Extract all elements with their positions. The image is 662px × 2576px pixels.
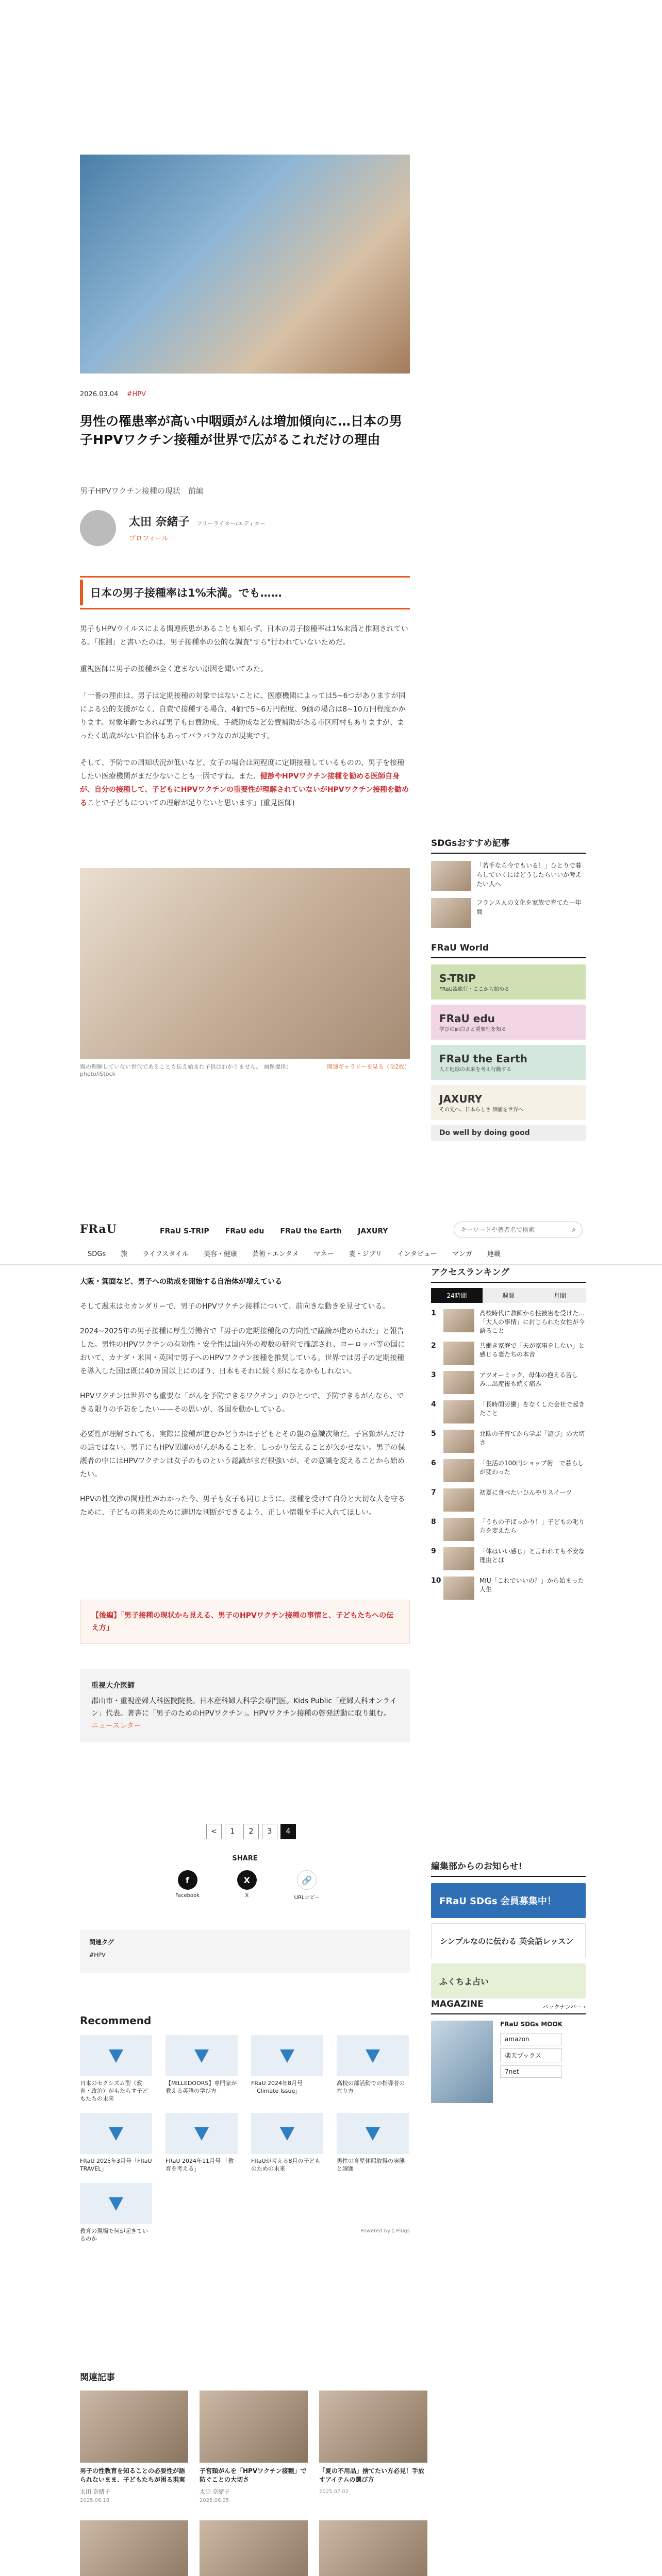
related-grid — [80, 2391, 544, 2576]
pager-page[interactable]: 2 — [243, 1824, 259, 1839]
article-date: 2026.03.04 — [80, 391, 119, 398]
ranking-title-text: 「うちの子ばっかり！」子どもの叱り方を変えたら — [479, 1518, 585, 1534]
logo-icon — [106, 2193, 126, 2214]
subnav-item[interactable]: SDGs — [88, 1250, 106, 1258]
recommend-card[interactable] — [80, 2035, 152, 2103]
world-banner-dowell[interactable] — [431, 1125, 586, 1141]
notice-banner[interactable]: FRaU SDGs 会員募集中！ — [431, 1883, 586, 1918]
logo-icon — [191, 2123, 212, 2144]
recommend-card[interactable] — [337, 2113, 409, 2173]
sidebar-article-title: 「若手なら今でもいる！」ひとりで暮らしていくにはどうしたらいいか考えたい人へ — [476, 862, 582, 888]
ranking-title-text: 初夏に食べたいひんやりスイーツ — [479, 1489, 572, 1496]
rank-number: 10 — [431, 1577, 441, 1585]
related-date: 2025.06.18 — [80, 2498, 110, 2503]
world-banner-edu[interactable] — [431, 1005, 586, 1040]
sidebar-magazine — [431, 1999, 586, 2103]
notice-title: 編集部からのお知らせ! — [431, 1859, 586, 1877]
ranking-title-text: 「体はいい感じ」と言われても不安な理由とは — [479, 1548, 585, 1564]
link-icon: 🔗 — [297, 1870, 317, 1890]
notice-banner[interactable]: ふくちよ占い — [431, 1963, 586, 1998]
magazine-title: MAGAZINE — [431, 1999, 586, 2014]
related-date: 2025.06.25 — [200, 2498, 229, 2503]
related-card[interactable] — [200, 2391, 308, 2505]
related-title-text: 男子の性教育を知ることの必要性が語られないまま、子どもたちが困る現実 — [80, 2467, 186, 2483]
article-thumbnail — [431, 861, 471, 891]
rank-number: 7 — [431, 1488, 436, 1497]
recommend-title-text: 【MILLEDOORS】専門家が教える英語の学び方 — [166, 2080, 237, 2094]
powered-by: Powered by ◊ Plugs — [360, 2228, 410, 2234]
ranking-item[interactable] — [431, 1309, 586, 1335]
ranking-thumbnail — [443, 1342, 474, 1365]
sidebar-world — [431, 943, 586, 1141]
ranking-thumbnail — [443, 1400, 474, 1423]
ranking-item[interactable] — [431, 1371, 586, 1394]
pager-page[interactable]: 3 — [262, 1824, 277, 1839]
ranking-item[interactable] — [431, 1518, 586, 1541]
logo-icon — [191, 2045, 212, 2066]
recommend-card[interactable] — [251, 2035, 323, 2103]
x-icon: X — [237, 1870, 257, 1890]
recommend-thumbnail — [251, 2035, 323, 2076]
banner-title: JAXURY — [439, 1092, 483, 1105]
nav-item[interactable]: FRaU the Earth — [280, 1227, 342, 1235]
author-name[interactable]: 太田 奈緒子 — [129, 516, 190, 529]
related-thumbnail — [319, 2391, 427, 2463]
section-heading: 日本の男子接種率は1%未満。でも…… — [80, 580, 410, 605]
recommend-thumbnail — [166, 2035, 238, 2076]
ranking-thumbnail — [443, 1430, 474, 1453]
recommend-title-text: 教育の現場で何が起きているのか — [80, 2228, 148, 2242]
backnumber-link[interactable]: バックナンバー › — [542, 2004, 586, 2010]
gallery-link[interactable]: 関連ギャラリーを見る（全2枚） — [327, 1063, 410, 1070]
ranking-item[interactable] — [431, 1459, 586, 1482]
related-thumbnail — [319, 2520, 427, 2576]
paragraph: HPVの性交渉の関連性がわかった今、男子も女子も同じように、接種を受けて自分と大切な人を守るために、子どもの将来のために適切な判断ができるよう、正しい情報を手に入れてほしい。 — [80, 1495, 405, 1517]
ranking-item[interactable] — [431, 1577, 586, 1600]
expert-bio: 郡山市・重視産婦人科医院院長。日本産科婦人科学会専門医。Kids Public「産婦人科オンライン」代表。著書に「男子のためのHPVワクチン」。HPVワクチン接種の啓発活動に取り組む。 — [91, 1697, 397, 1718]
ranking-thumbnail — [443, 1309, 474, 1332]
store-button[interactable]: amazon — [500, 2033, 562, 2045]
world-banner-earth[interactable] — [431, 1045, 586, 1080]
recommend-thumbnail — [337, 2035, 409, 2076]
pager-page[interactable]: 1 — [225, 1824, 240, 1839]
nav-item[interactable]: JAXURY — [358, 1227, 388, 1235]
related-card[interactable] — [319, 2520, 427, 2576]
paragraph: 男子もHPVウイルスによる関連疾患があることも知らず、日本の男子接種率は1%未満と推測されている。「推測」と書いたのは、男子接種率の公的な調査"すら"行われていないためだ。 — [80, 625, 408, 647]
logo-icon — [277, 2045, 297, 2066]
recommend-thumbnail — [337, 2113, 409, 2154]
sidebar-notice — [431, 1859, 586, 2011]
recommend-thumbnail — [80, 2183, 152, 2224]
related-tag[interactable]: #HPV — [89, 1952, 106, 1958]
subnav-item[interactable]: 旅 — [121, 1250, 128, 1258]
store-button[interactable]: 楽天ブックス — [500, 2048, 562, 2062]
recommend-card[interactable] — [337, 2035, 409, 2103]
sidebar-article[interactable] — [431, 861, 586, 891]
header-subnav — [88, 1248, 513, 1258]
subnav-item[interactable]: マネー — [313, 1250, 334, 1258]
rank-number: 5 — [431, 1430, 436, 1438]
sidebar-world-title: FRaU World — [431, 943, 586, 958]
banner-sub: 学びの面白さと重要性を知る — [439, 1026, 506, 1032]
ranking-title-text: 「長時間労働」をなくした会社で起きたこと — [479, 1401, 585, 1417]
paragraph-highlight: 健診やHPVワクチン接種を勧める医師自身が、自分の接種して、子どもにHPVワクチンの重要性が理解されていないがHPVワクチン接種を勧める — [80, 772, 409, 807]
sidebar-article[interactable] — [431, 898, 586, 928]
sidebar-article-title: フランス人の文化を家族で育てた一年間 — [476, 899, 582, 916]
pagination — [206, 1824, 299, 1839]
image-credit: 画像提供：photo/iStock — [80, 1063, 292, 1077]
subnav-item[interactable]: 連載 — [487, 1250, 501, 1258]
ranking-title-text: アツオーミック、母体の抱える苦しみ…出産後も続く痛み — [479, 1371, 578, 1387]
magazine-block — [431, 2021, 586, 2103]
recommend-thumbnail — [80, 2035, 152, 2076]
pager-prev[interactable]: < — [206, 1824, 222, 1839]
nav-item[interactable]: FRaU edu — [225, 1227, 264, 1235]
magazine-label: FRaU SDGs MOOK — [500, 2021, 562, 2028]
paragraph: 2024~2025年の男子接種に厚生労働省で「男子の定期接種化の方向性で議論が進められた」と報告した。男性のHPVワクチンの有効性・安全性は国内外の複数の研究で確認され、ヨーロッパ等の国において、カナダ・米国・英国で男子へのHPVワクチン接種を推奨している。世界では男子の定期接種を導入した国は既に40カ国以上にのぼり、日本もそれに続く形になるかもしれない。 — [80, 1327, 405, 1376]
share-buttons — [175, 1870, 320, 1901]
recommend-card[interactable] — [166, 2035, 238, 2103]
share-x[interactable] — [237, 1870, 257, 1901]
related-thumbnail — [200, 2391, 308, 2463]
rank-number: 8 — [431, 1518, 436, 1526]
section-rule — [80, 608, 410, 609]
related-author: 太田 奈緒子 — [80, 2488, 110, 2495]
paragraph: HPVワクチンは世界でも重要な「がんを予防できるワクチン」のひとつで、予防できるがんなら、できる限りの予防をしたい——その思いが、各国を動かしている。 — [80, 1392, 404, 1414]
ranking-thumbnail — [443, 1547, 474, 1570]
related-thumbnail — [80, 2520, 188, 2576]
expert-name: 重視大介医師 — [91, 1682, 135, 1690]
share-label-text: X — [245, 1893, 249, 1899]
magazine-cover[interactable] — [431, 2021, 493, 2103]
ranking-tab[interactable]: 月間 — [534, 1288, 586, 1303]
store-button[interactable]: 7net — [500, 2065, 562, 2078]
author-block — [129, 513, 266, 529]
logo-icon — [106, 2045, 126, 2066]
ranking-thumbnail — [443, 1459, 474, 1482]
related-card[interactable] — [319, 2391, 427, 2505]
banner-title: Do well by doing good — [439, 1129, 530, 1137]
share-label: SHARE — [232, 1855, 258, 1862]
notice-banner[interactable]: シンプルなのに伝わる 英会話レッスン — [431, 1923, 586, 1958]
recommend-card[interactable] — [251, 2113, 323, 2173]
ranking-item[interactable] — [431, 1400, 586, 1423]
subnav-item[interactable]: インタビュー — [397, 1250, 437, 1258]
expert-link[interactable]: ニュースレター — [91, 1722, 141, 1730]
related-author: 太田 奈緒子 — [200, 2488, 230, 2495]
author-avatar[interactable] — [80, 510, 116, 546]
callout-text: 【後編】「男子接種の現状から見える、男子のHPVワクチン接種の事情と、子どもたちへの伝え方」 — [92, 1612, 394, 1632]
magazine-info — [500, 2021, 562, 2103]
nav-item[interactable]: FRaU S-TRIP — [160, 1227, 209, 1235]
related-title: 関連記事 — [80, 2372, 115, 2383]
share-label-text: Facebook — [175, 1893, 200, 1899]
related-card[interactable] — [80, 2520, 188, 2576]
site-header — [0, 1213, 662, 1265]
ranking-list — [431, 1309, 586, 1600]
facebook-icon: f — [178, 1870, 197, 1890]
paragraph: そして週末はセカンダリーで、男子のHPVワクチン接種について、前向きな動きを見せている。 — [80, 1302, 390, 1311]
related-card[interactable] — [200, 2520, 308, 2576]
image-caption: 親の理解していない世代であることも伝え始まれ子供はわかりません。 — [80, 1063, 262, 1070]
author-role: フリーライター/エディター — [196, 520, 266, 527]
ranking-thumbnail — [443, 1518, 474, 1541]
related-card[interactable] — [80, 2391, 188, 2505]
related-title-text: 子宮頸がんを「HPVワクチン接種」で防ぐことの大切さ — [200, 2467, 307, 2483]
hero-image — [80, 155, 410, 374]
ranking-tab-active[interactable]: 24時間 — [431, 1288, 483, 1303]
search-icon[interactable]: ⌕ — [572, 1226, 576, 1234]
site-logo[interactable]: FRaU — [80, 1223, 117, 1236]
rank-number: 4 — [431, 1400, 436, 1409]
header-nav — [160, 1226, 401, 1235]
ranking-title-text: 高校時代に教師から性被害を受けた…「大人の事情」に封じられた女性が今語ること — [479, 1310, 585, 1334]
subnav-item[interactable]: 芸術・エンタメ — [252, 1250, 299, 1258]
ranking-thumbnail — [443, 1577, 474, 1600]
sidebar-sdgs-title: SDGsおすすめ記事 — [431, 836, 586, 854]
recommend-title: Recommend — [80, 2014, 152, 2027]
subnav-item[interactable]: 美容・健康 — [203, 1250, 237, 1258]
banner-title: FRaU the Earth — [439, 1052, 527, 1065]
ranking-item[interactable] — [431, 1430, 586, 1453]
share-copy[interactable] — [294, 1870, 320, 1901]
share-facebook[interactable] — [175, 1870, 200, 1901]
subnav-item[interactable]: 妻・ジブリ — [349, 1250, 383, 1258]
recommend-card[interactable] — [80, 2113, 152, 2173]
paragraph: 大阪・箕面など、男子への助成を開始する自治体が増えている — [80, 1278, 282, 1286]
ranking-title-text: MIU「これでいいの？」から始まった人生 — [479, 1577, 584, 1593]
sidebar-sdgs — [431, 836, 586, 928]
recommend-thumbnail — [166, 2113, 238, 2154]
ranking-tabs — [431, 1288, 586, 1303]
related-tags — [80, 1929, 410, 1973]
recommend-grid — [80, 2035, 410, 2243]
ranking-tab[interactable]: 週間 — [483, 1288, 534, 1303]
article-tag[interactable]: #HPV — [126, 391, 146, 398]
banner-title: FRaU edu — [439, 1012, 495, 1025]
ranking-thumbnail — [443, 1371, 474, 1394]
expert-box — [80, 1669, 410, 1742]
world-banner-jaxury[interactable] — [431, 1085, 586, 1120]
article-meta — [80, 391, 146, 398]
banner-sub: FRaU流旅行・ここから始める — [439, 986, 509, 992]
related-tags-title: 関連タグ — [89, 1939, 114, 1946]
rank-number: 6 — [431, 1459, 436, 1467]
pager-page-current[interactable]: 4 — [280, 1824, 296, 1839]
article-thumbnail — [431, 898, 471, 928]
recommend-title-text: 日本のセクシズム型（教育・政治）がもたらす子どもたちの未来 — [80, 2080, 148, 2102]
rank-number: 3 — [431, 1371, 436, 1379]
author-profile-link[interactable]: プロフィール — [129, 535, 169, 543]
paragraph-lead: そして、予防での周知状況が低いなど、女子の場合は同程度に定期接種しているものの、男子を接種したい医療機関がまだ少ないことも一因ですね。また、 — [80, 759, 405, 781]
article-image — [80, 868, 410, 1059]
logo-icon — [106, 2123, 126, 2144]
banner-title: S-TRIP — [439, 972, 476, 985]
ranking-title-text: 「生活の100円ショップ術」で暮らしが変わった — [479, 1460, 584, 1476]
next-article-callout[interactable] — [80, 1600, 410, 1644]
recommend-title-text: 男性の育児休暇取得の実態と課題 — [337, 2158, 405, 2172]
recommend-title-text: FRaU 2024年11月号 「教育を考える」 — [166, 2158, 234, 2172]
paragraph: 重視医師に男子の接種が全く進まない原因を聞いてみた。 — [80, 665, 268, 673]
article-body-part1 — [80, 622, 410, 810]
ranking-item[interactable] — [431, 1488, 586, 1512]
share-label-text: URLコピー — [294, 1895, 320, 1901]
ranking-title: アクセスランキング — [431, 1265, 586, 1283]
recommend-title-text: FRaUが考える8月の子どものための未来 — [251, 2158, 321, 2172]
recommend-title-text: FRaU 2024年8月号 「Climate Issue」 — [251, 2080, 303, 2094]
ranking-item[interactable] — [431, 1547, 586, 1570]
logo-icon — [277, 2123, 297, 2144]
article-body-part2 — [80, 1275, 410, 1519]
paragraph-tail: ことで子どもについての理解が足りないと思います」(重見医師) — [87, 799, 295, 807]
paragraph — [80, 756, 410, 810]
paragraph: 「一番の理由は、男子は定期接種の対象ではないことに、医療機関によっては5~6つがありますが国による公的支援がなく、自費で接種する場合、4価で5~6万円程度、9価の場合は8~10万円程度かかります。対象年齢であれば男子も自費助成、手続助成など公費補助がある市区町村もありますが、まったく助成がない自治体もあってバラバラなのが現実です。 — [80, 692, 406, 740]
rank-number: 1 — [431, 1309, 436, 1317]
recommend-title-text: 高校の部活動での指導者の在り方 — [337, 2080, 405, 2094]
related-date: 2025.07.02 — [319, 2489, 349, 2495]
search-box[interactable] — [454, 1222, 583, 1238]
subnav-item[interactable]: ライフスタイル — [142, 1250, 189, 1258]
logo-icon — [362, 2045, 383, 2066]
paragraph: 必要性が理解されても、実際に接種が進むかどうかは子どもとその親の意識次第だ。子宮頸がんだけの話ではない、男子にもHPV関連のがんがあることを、しっかり伝えることが欠かせない。男子の保護者の中にはHPVワクチンは女子のものという認識がまだ根強いが、その意識を変えることから始めたい。 — [80, 1430, 405, 1479]
ranking-title-text: 北欧の子育てから学ぶ「遊び」の大切さ — [479, 1430, 585, 1446]
article-title: 男性の罹患率が高い中咽頭がんは増加傾向に…日本の男子HPVワクチン接種が世界で広がるこれだけの理由 — [80, 414, 403, 447]
recommend-card[interactable] — [166, 2113, 238, 2173]
banner-sub: その先へ、日本らしさ 価値を世界へ — [439, 1107, 524, 1113]
ranking-thumbnail — [443, 1488, 474, 1512]
ranking-title-text: 共働き家庭で「夫が家事をしない」と感じる妻たちの本音 — [479, 1342, 585, 1358]
rank-number: 2 — [431, 1342, 436, 1350]
section-rule — [80, 576, 410, 578]
recommend-title-text: FRaU 2025年3月号「FRaU TRAVEL」 — [80, 2158, 152, 2172]
search-input[interactable] — [460, 1226, 572, 1233]
related-thumbnail — [200, 2520, 308, 2576]
banner-sub: 人と地球の未来を考え行動する — [439, 1066, 511, 1073]
recommend-thumbnail — [251, 2113, 323, 2154]
rank-number: 9 — [431, 1547, 436, 1555]
subnav-item[interactable]: マンガ — [452, 1250, 472, 1258]
article-subtitle: 男子HPVワクチン接種の現状 前編 — [80, 486, 204, 496]
ranking-item[interactable] — [431, 1342, 586, 1365]
logo-icon — [362, 2123, 383, 2144]
related-title-text: 「夏の不用品」捨てたい方必見！手放すアイテムの選び方 — [319, 2467, 425, 2483]
related-thumbnail — [80, 2391, 188, 2463]
sidebar-ranking — [431, 1265, 586, 1606]
world-banner-strip[interactable] — [431, 964, 586, 999]
recommend-thumbnail — [80, 2113, 152, 2154]
image-caption-row — [80, 1062, 410, 1077]
